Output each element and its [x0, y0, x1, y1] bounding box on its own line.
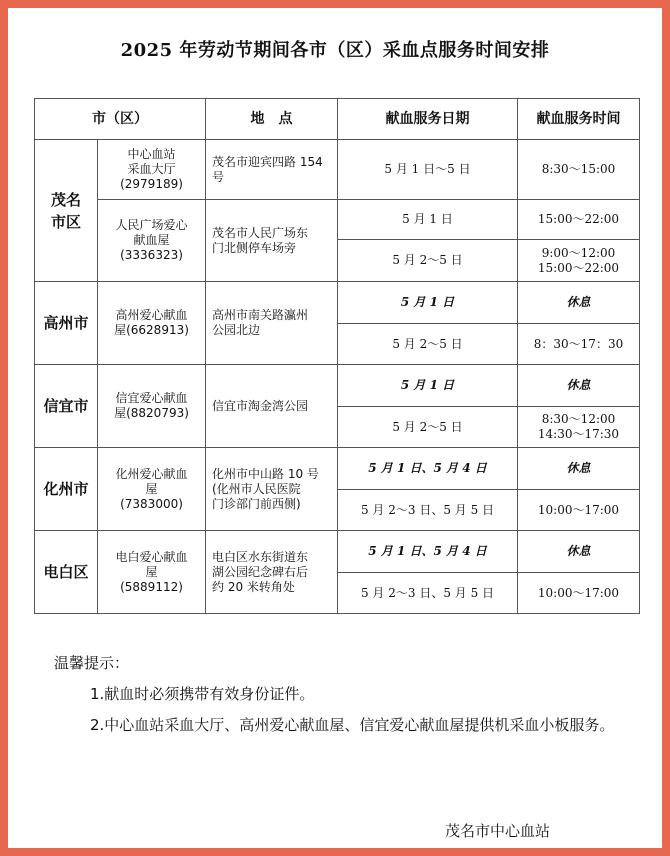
header-city: 市（区） — [35, 99, 206, 140]
site-name: 中心血站 采血大厅 (2979189) — [98, 140, 206, 200]
city-maoming: 茂名 市区 — [35, 140, 98, 282]
site-name: 高州爱心献血 屋(6628913) — [98, 282, 206, 365]
city-dianbai: 电白区 — [35, 531, 98, 614]
service-time: 休息 — [518, 448, 640, 490]
site-address: 高州市南关路瀛州 公园北边 — [206, 282, 338, 365]
service-time: 10:00～17:00 — [518, 573, 640, 614]
city-gaozhou: 高州市 — [35, 282, 98, 365]
header-time: 献血服务时间 — [518, 99, 640, 140]
service-time: 8:30～15:00 — [518, 140, 640, 200]
site-name: 人民广场爱心 献血屋 (3336323) — [98, 200, 206, 282]
table-row — [35, 531, 640, 573]
service-date: 5 月 1 日 — [338, 200, 518, 240]
table-row — [35, 365, 640, 407]
site-address: 信宜市淘金湾公园 — [206, 365, 338, 448]
city-huazhou: 化州市 — [35, 448, 98, 531]
document-title: 2025 年劳动节期间各市（区）采血点服务时间安排 — [120, 40, 550, 61]
site-address: 化州市中山路 10 号 (化州市人民医院 门诊部门前西侧) — [206, 448, 338, 531]
table-row — [35, 448, 640, 490]
tips-heading: 温馨提示： — [54, 654, 130, 672]
service-time: 10:00～17:00 — [518, 490, 640, 531]
service-date: 5 月 1 日、5 月 4 日 — [338, 531, 518, 573]
site-name: 信宜爱心献血 屋(8820793) — [98, 365, 206, 448]
table-row — [35, 140, 640, 200]
service-time: 8：30～17：30 — [518, 324, 640, 365]
table-row — [35, 282, 640, 324]
header-place: 地 点 — [206, 99, 338, 140]
service-date: 5 月 1 日 — [338, 365, 518, 407]
header-date: 献血服务日期 — [338, 99, 518, 140]
tip-item-2: 2.中心血站采血大厅、高州爱心献血屋、信宜爱心献血屋提供机采血小板服务。 — [90, 716, 615, 734]
service-time: 休息 — [518, 282, 640, 324]
service-date: 5 月 2～5 日 — [338, 324, 518, 365]
service-date: 5 月 2～5 日 — [338, 240, 518, 282]
service-date: 5 月 1 日 — [338, 282, 518, 324]
service-date: 5 月 2～5 日 — [338, 407, 518, 448]
site-name: 电白爱心献血 屋 (5889112) — [98, 531, 206, 614]
header-row — [35, 99, 640, 140]
service-date: 5 月 2～3 日、5 月 5 日 — [338, 573, 518, 614]
service-date: 5 月 2～3 日、5 月 5 日 — [338, 490, 518, 531]
city-xinyi: 信宜市 — [35, 365, 98, 448]
site-address: 茂名市人民广场东 门北侧停车场旁 — [206, 200, 338, 282]
tips-section — [54, 648, 639, 741]
site-address: 茂名市迎宾四路 154 号 — [206, 140, 338, 200]
site-name: 化州爱心献血 屋 (7383000) — [98, 448, 206, 531]
service-time: 9:00～12:00 15:00～22:00 — [518, 240, 640, 282]
service-time: 15:00～22:00 — [518, 200, 640, 240]
service-date: 5 月 1 日、5 月 4 日 — [338, 448, 518, 490]
tip-item-1: 1.献血时必须携带有效身份证件。 — [90, 685, 315, 703]
schedule-table — [34, 98, 640, 614]
service-time: 8:30～12:00 14:30～17:30 — [518, 407, 640, 448]
service-time: 休息 — [518, 365, 640, 407]
signature: 茂名市中心血站 — [445, 822, 551, 840]
table-row — [35, 200, 640, 240]
service-time: 休息 — [518, 531, 640, 573]
service-date: 5 月 1 日～5 日 — [338, 140, 518, 200]
site-address: 电白区水东街道东 湖公园纪念碑右后 约 20 米转角处 — [206, 531, 338, 614]
